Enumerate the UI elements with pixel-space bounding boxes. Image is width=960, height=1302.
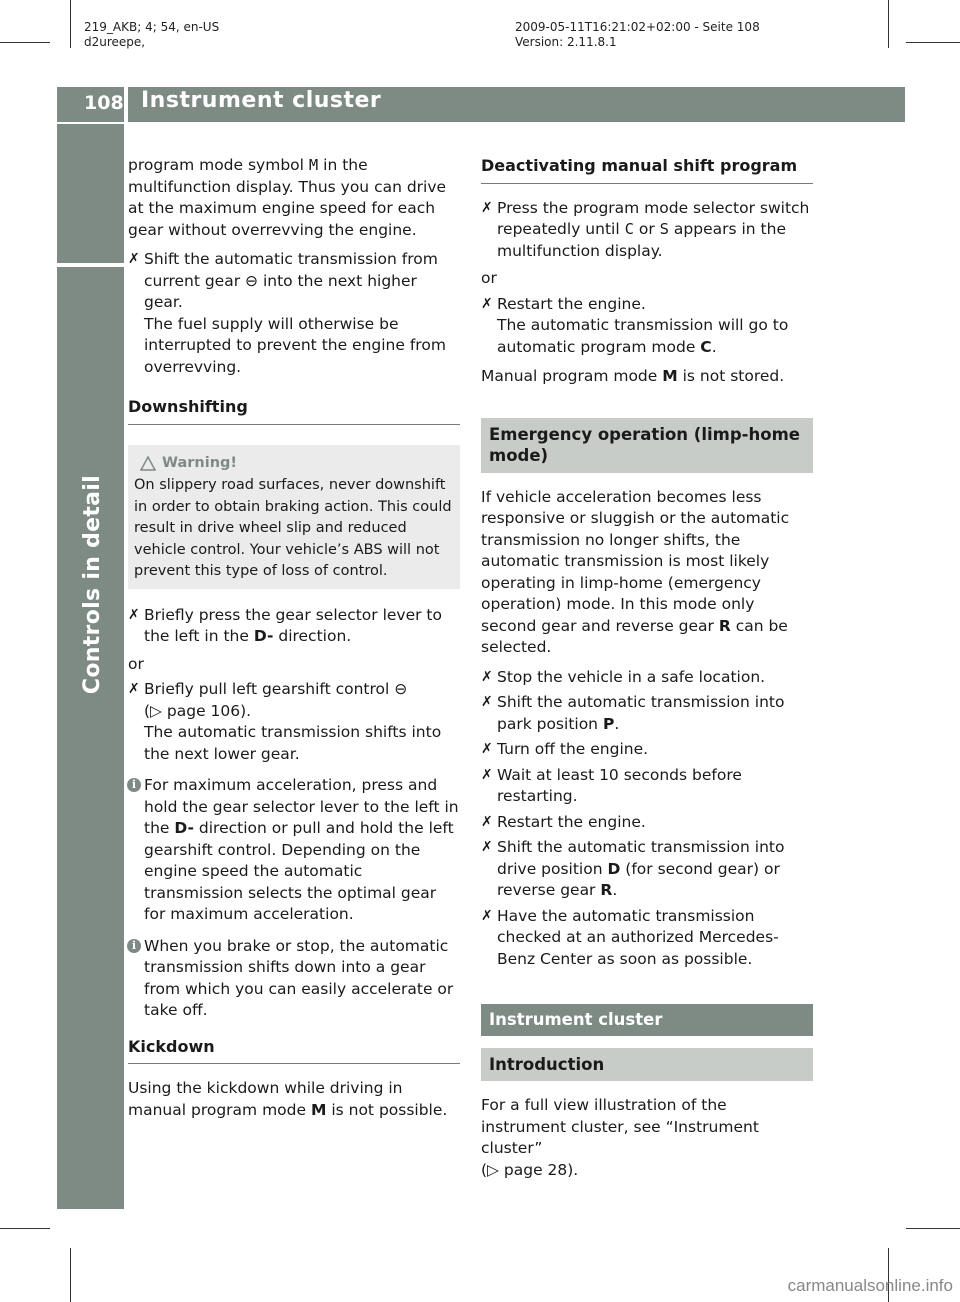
or-text: or: [481, 269, 497, 287]
step-press-selector: ✗ Press the program mode selector switch repeatedly until C or S appears in the multifunction display.: [481, 198, 810, 260]
print-meta-user: d2ureepe,: [84, 35, 146, 49]
step-emergency: ✗ Shift the automatic transmission into park position P.: [481, 693, 785, 733]
heading-deactivating: Deactivating manual shift program: [481, 155, 813, 184]
footer-watermark: carmanualsonline.info: [787, 1276, 953, 1295]
step-emergency: ✗ Shift the automatic transmission into drive position D (for second gear) or reverse gear R.: [481, 838, 785, 899]
page-reference: (▷ page 28).: [481, 1160, 579, 1179]
info-max-acceleration: i For maximum acceleration, press and hold the gear selector lever to the left in the D- direction or pull and hold the left gearshift control. Depending on the engine speed the automatic transmission selects the optimal gear for maximum acceleration.: [128, 775, 460, 926]
step-arrow-icon: ✗: [481, 839, 493, 855]
page-number: 108: [84, 92, 124, 114]
step-arrow-icon: ✗: [481, 295, 493, 312]
print-meta-right: [515, 20, 760, 50]
step-arrow-icon: ✗: [481, 766, 493, 783]
step-restart: ✗ Restart the engine. The automatic transmission will go to automatic program mode C.: [481, 294, 789, 356]
step-emergency: ✗ Turn off the engine.: [481, 739, 813, 761]
left-column: [128, 155, 460, 1129]
step-arrow-icon: ✗: [481, 668, 493, 685]
or-text: or: [128, 654, 144, 673]
step-note: The automatic transmission shifts into the next lower gear.: [144, 723, 442, 763]
step-arrow-icon: ✗: [481, 813, 493, 830]
heading-kickdown: Kickdown: [128, 1036, 460, 1065]
step-arrow-icon: ✗: [481, 741, 493, 757]
step-shift-up: ✗ Shift the automatic transmission from current gear ⊖ into the next higher gear. The fuel supply will otherwise be interrupted to prevent the engine from overrevving.: [128, 249, 460, 378]
step-emergency: ✗ Stop the vehicle in a safe location.: [481, 667, 813, 689]
print-meta-version: Version: 2.11.8.1: [515, 35, 617, 49]
warning-triangle-icon: [140, 456, 156, 471]
step-press-lever: ✗ Briefly press the gear selector lever to the left in the D- direction.: [128, 605, 442, 645]
warning-title: Warning!: [162, 454, 238, 471]
heading-downshifting: Downshifting: [128, 396, 460, 425]
header-divider: [124, 87, 128, 122]
callout-1-icon: ⊖: [245, 271, 259, 290]
kickdown-paragraph: Using the kickdown while driving in manual program mode M is not possible.: [128, 1079, 448, 1119]
introduction-paragraph: For a full view illustration of the instrument cluster, see “Instrument cluster” (▷ page 28).: [481, 1096, 759, 1179]
emergency-paragraph: If vehicle acceleration becomes less responsive or sluggish or the automatic transmission no longer shifts, the automatic transmission is most likely operating in limp-home (emergency operation) mode. In this mode only second gear and reverse gear R can be selected.: [481, 487, 790, 656]
step-arrow-icon: ✗: [128, 251, 140, 267]
print-meta-date: 2009-05-11T16:21:02+02:00 - Seite 108: [515, 20, 760, 34]
manual-not-stored: Manual program mode M is not stored.: [481, 367, 785, 385]
crop-mark: [70, 1248, 71, 1302]
info-icon: i: [127, 778, 141, 792]
crop-mark: [906, 42, 960, 43]
crop-mark: [888, 0, 889, 48]
chapter-label: Controls in detail: [80, 475, 105, 695]
intro-paragraph: program mode symbol M in the multifunction display. Thus you can drive at the maximum engine speed for each gear without overrevving the engine.: [128, 156, 447, 239]
info-brake-stop: i When you brake or stop, the automatic transmission shifts down into a gear from which you can easily accelerate or take off.: [128, 936, 460, 1022]
step-emergency: ✗ Wait at least 10 seconds before restarting.: [481, 765, 742, 805]
print-meta-left: [84, 20, 219, 50]
step-note: The fuel supply will otherwise be interrupted to prevent the engine from overrevving.: [144, 314, 446, 376]
info-icon: i: [127, 939, 141, 953]
warning-text: On slippery road surfaces, never downshift in order to obtain braking action. This could result in drive wheel slip and reduced vehicle control. Your vehicle’s ABS will not prevent this type of loss of control.: [134, 477, 452, 579]
step-arrow-icon: ✗: [128, 681, 140, 697]
print-meta-file: 219_AKB; 4; 54, en-US: [84, 20, 220, 34]
page-reference: (▷ page 106).: [144, 701, 252, 720]
step-pull-control: ✗ Briefly pull left gearshift control ⊖ (▷ page 106). The automatic transmission shifts into the next lower gear.: [128, 679, 460, 765]
warning-box: [128, 445, 460, 589]
step-arrow-icon: ✗: [128, 606, 140, 623]
callout-1-icon: ⊖: [394, 680, 408, 698]
step-arrow-icon: ✗: [481, 907, 493, 924]
crop-mark: [70, 0, 71, 48]
page-title: Instrument cluster: [141, 88, 382, 113]
right-column: [481, 155, 813, 1189]
step-arrow-icon: ✗: [481, 199, 493, 216]
section-introduction: Introduction: [481, 1048, 813, 1082]
side-tab-divider: [57, 263, 124, 267]
crop-mark: [0, 42, 50, 43]
crop-mark: [0, 1228, 50, 1229]
section-instrument-cluster: Instrument cluster: [481, 1004, 813, 1036]
crop-mark: [906, 1228, 960, 1229]
section-emergency: Emergency operation (limp-home mode): [481, 418, 813, 473]
step-emergency: ✗ Have the automatic transmission checked at an authorized Mercedes-Benz Center as soon as possible.: [481, 906, 779, 968]
step-emergency: ✗ Restart the engine.: [481, 812, 813, 834]
step-arrow-icon: ✗: [481, 694, 493, 710]
